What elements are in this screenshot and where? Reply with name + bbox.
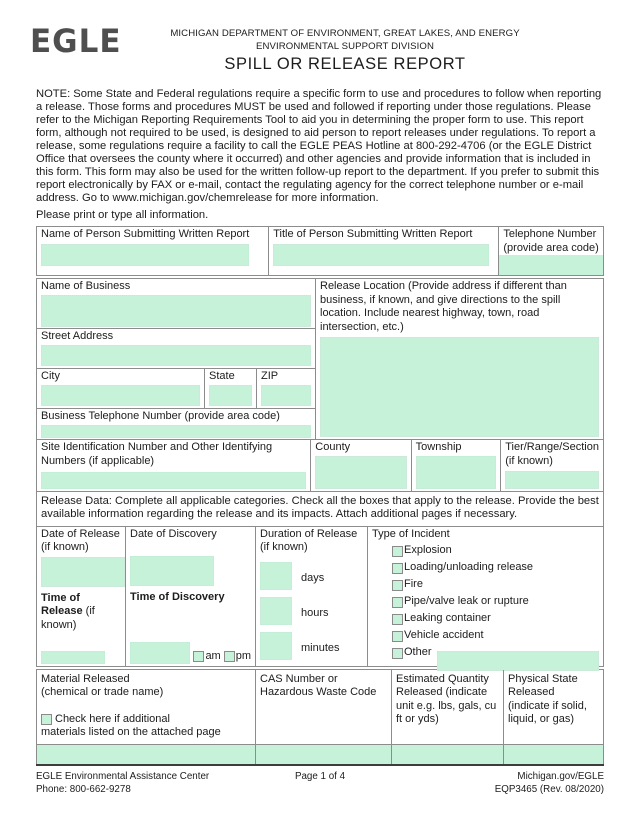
fire-checkbox[interactable] [392,580,403,591]
footer-form-info [384,770,604,796]
tier-range-section-field[interactable] [505,471,599,489]
date-of-release-cell [37,527,126,666]
submitter-name-label: Name of Person Submitting Written Report [41,228,250,240]
business-phone-label: Business Telephone Number (provide area code) [41,410,280,422]
am-checkbox[interactable] [193,651,204,662]
physical-state-label: Physical State Released (indicate if solid, liquid, or gas) [508,672,587,725]
leaking-container-checkbox[interactable] [392,614,403,625]
pm-label: pm [235,650,251,662]
time-of-release-field[interactable] [41,651,105,664]
page-footer [36,764,604,796]
township-label: Township [415,441,462,453]
footer-phone: Phone: 800-662-9278 [36,784,131,795]
footer-form-number: EQP3465 (Rev. 08/2020) [494,784,604,795]
business-name-cell [37,279,315,329]
pm-checkbox[interactable] [224,651,235,662]
business-phone-field[interactable] [41,425,311,438]
am-label: am [205,650,221,662]
other-checkbox[interactable] [392,648,403,659]
city-state-zip-row [37,369,315,409]
township-cell [412,440,502,491]
date-of-release-field[interactable] [41,557,125,587]
cas-number-field[interactable] [256,745,391,765]
additional-materials-label-line2: materials listed on the attached page [41,726,221,738]
state-cell [205,369,257,408]
county-field[interactable] [315,456,406,489]
release-location-label: Release Location (Provide address if different than business, if known, and give directions to the spill location. Include nearest highway, town, road intersection, etc.) [320,280,567,333]
date-of-discovery-field[interactable] [130,556,214,586]
township-field[interactable] [416,456,497,489]
release-location-field[interactable] [320,337,599,437]
duration-minutes-field[interactable] [260,632,292,660]
city-label: City [41,370,60,382]
estimated-quantity-cell [392,670,504,744]
additional-materials-label-line1: Check here if additional [55,712,170,725]
site-id-cell [37,440,311,491]
release-data-heading: Release Data: Complete all applicable categories. Check all the boxes that apply to the release. Provide the best available information regarding the release and its impacts. Attach additional pages if necessary. [36,492,604,527]
note-paragraph: NOTE: Some State and Federal regulations require a specific form to use and procedures to follow when reporting a release. Those forms and procedures MUST be used and followed if reporting under those regulations. Please refer to the Michigan Reporting Requirements Tool to aid you in determining the proper form to use. This report form, although not required to be used, is designed to aid person to report releases under regulations. To report a release, some regulations require a facility to call the EGLE PEAS Hotline at 800-292-4706 (or the EGLE District Office that oversees the county where it occurred) and other agencies and provide information that is included in this form. This form may also be used for the written follow-up report to the department. If you prefer to submit this report electronically by FAX or e-mail, contact the regulating agency for the correct telephone number or e-mail address. Go to www.michigan.gov/chemrelease for more information. [36,88,602,204]
incident-type-label: Type of Incident [372,527,450,540]
submitter-title-cell [269,227,499,275]
footer-website: Michigan.gov/EGLE [517,771,604,782]
street-address-label: Street Address [41,330,114,342]
street-address-field[interactable] [41,345,311,366]
submitter-name-field[interactable] [41,244,249,266]
submitter-phone-cell [499,227,603,275]
material-released-cell [37,670,256,744]
site-identification-row [37,439,603,491]
date-of-release-label: Date of Release (if known) [41,527,120,553]
submitter-table [36,226,604,276]
incident-option-fire: Fire [392,578,599,592]
tier-range-section-cell [501,440,603,491]
am-option [193,650,220,664]
county-cell [311,440,411,491]
time-of-discovery-field[interactable] [130,642,190,664]
egle-logo: EGLE [30,23,122,61]
incident-option-loading: Loading/unloading release [392,561,599,575]
zip-label: ZIP [261,370,279,382]
zip-cell [257,369,315,408]
duration-minutes-row [260,632,363,660]
business-name-label: Name of Business [41,280,131,292]
pm-option [224,650,251,664]
incident-option-explosion: Explosion [392,544,599,558]
material-fields-row [37,744,603,765]
vehicle-accident-checkbox[interactable] [392,631,403,642]
incident-option-leaking-container: Leaking container [392,612,599,626]
incident-type-cell [368,527,603,666]
material-released-label: Material Released [41,672,130,685]
form-title: SPILL OR RELEASE REPORT [224,55,466,73]
duration-days-field[interactable] [260,562,292,590]
additional-materials-checkbox[interactable] [41,714,52,725]
county-label: County [315,441,351,453]
submitter-phone-label: Telephone Number (provide area code) [503,228,599,254]
time-of-discovery-label: Time of Discovery [130,591,225,603]
duration-cell [256,527,368,666]
state-field[interactable] [209,385,252,406]
city-field[interactable] [41,385,200,406]
site-id-label: Site Identification Number and Other Identifying Numbers (if applicable) [41,441,273,467]
physical-state-cell [504,670,603,744]
state-label: State [209,370,235,382]
release-location-cell [316,279,603,439]
submitter-phone-field[interactable] [499,255,603,275]
zip-field[interactable] [261,385,311,406]
print-instruction: Please print or type all information. [36,209,209,221]
footer-contact [36,770,256,796]
loading-unloading-checkbox[interactable] [392,563,403,574]
physical-state-field[interactable] [504,745,603,765]
cas-number-label: CAS Number or Hazardous Waste Code [260,672,377,698]
business-name-field[interactable] [41,295,311,327]
additional-materials-option [41,713,251,727]
duration-days-label: days [301,572,325,584]
city-cell [37,369,205,408]
tier-range-section-label: Tier/Range/Section (if known) [505,441,599,467]
cas-number-cell [256,670,392,744]
agency-heading [120,27,570,74]
estimated-quantity-field[interactable] [392,745,503,765]
material-released-field[interactable] [37,745,255,765]
estimated-quantity-label: Estimated Quantity Released (indicate unit e.g. lbs, gals, cu ft or yds) [396,672,497,725]
explosion-checkbox[interactable] [392,546,403,557]
duration-hours-field[interactable] [260,597,292,625]
business-phone-cell [37,409,315,439]
business-column [37,279,316,439]
business-location-table [36,278,604,492]
pipe-valve-leak-checkbox[interactable] [392,597,403,608]
duration-hours-row [260,597,363,625]
duration-days-row [260,562,363,590]
submitter-title-label: Title of Person Submitting Written Report [273,228,473,240]
incident-option-pipe-valve: Pipe/valve leak or rupture [392,595,599,609]
street-address-cell [37,329,315,369]
incident-option-other: Other [392,646,599,660]
submitter-title-field[interactable] [273,244,489,266]
release-data-table [36,527,604,667]
form-header [0,0,640,78]
time-of-release-label: Time of Release (if known) [41,591,95,631]
department-name: MICHIGAN DEPARTMENT OF ENVIRONMENT, GREAT LAKES, AND ENERGY [170,28,520,39]
material-released-sublabel: (chemical or trade name) [41,686,164,698]
submitter-name-cell [37,227,269,275]
incident-option-vehicle-accident: Vehicle accident [392,629,599,643]
date-of-discovery-cell [126,527,256,666]
duration-hours-label: hours [301,607,329,619]
division-name: ENVIRONMENTAL SUPPORT DIVISION [255,41,435,52]
date-of-discovery-label: Date of Discovery [130,527,217,540]
footer-org: EGLE Environmental Assistance Center [36,771,210,782]
site-id-field[interactable] [41,472,306,489]
material-table [36,669,604,766]
other-incident-field[interactable] [437,651,599,671]
duration-label: Duration of Release (if known) [260,527,358,553]
footer-page-number: Page 1 of 4 [294,771,346,782]
duration-minutes-label: minutes [301,642,340,654]
